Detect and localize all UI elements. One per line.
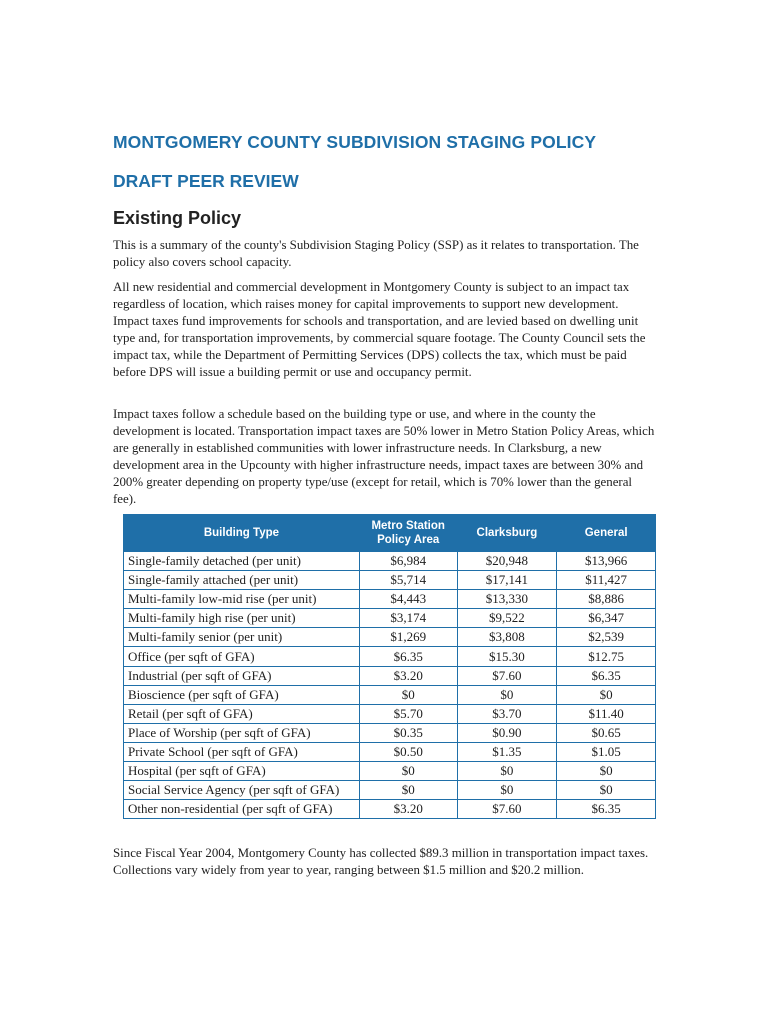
cell-metro-station: $3.20 xyxy=(359,666,457,685)
cell-building-type: Single-family detached (per unit) xyxy=(124,552,360,571)
table-row xyxy=(124,552,656,571)
table-row xyxy=(124,609,656,628)
cell-building-type: Industrial (per sqft of GFA) xyxy=(124,666,360,685)
cell-building-type: Multi-family low-mid rise (per unit) xyxy=(124,590,360,609)
paragraph-ssp-summary: This is a summary of the county's Subdivision Staging Policy (SSP) as it relates to transportation. The policy also covers school capacity. xyxy=(113,238,639,269)
table-row xyxy=(124,723,656,742)
document-subtitle: DRAFT PEER REVIEW xyxy=(113,171,299,191)
cell-metro-station: $0 xyxy=(359,685,457,704)
paragraph-impact-tax: All new residential and commercial development in Montgomery County is subject to an impact tax regardless of location, which raises money for capital improvements to support new development. Impact taxes fund improvements for schools and transportation, and are levied based on dwelling unit type and, for transportation improvements, by commercial square footage. The County Council sets the impact tax, while the Department of Permitting Services (DPS) collects the tax, which must be paid before DPS will issue a building permit or use and occupancy permit. xyxy=(113,280,646,379)
table-row xyxy=(124,628,656,647)
table-row xyxy=(124,590,656,609)
cell-general: $13,966 xyxy=(557,552,656,571)
cell-building-type: Retail (per sqft of GFA) xyxy=(124,704,360,723)
cell-general: $0 xyxy=(557,781,656,800)
cell-building-type: Hospital (per sqft of GFA) xyxy=(124,762,360,781)
cell-building-type: Social Service Agency (per sqft of GFA) xyxy=(124,781,360,800)
cell-general: $0.65 xyxy=(557,723,656,742)
cell-building-type: Office (per sqft of GFA) xyxy=(124,647,360,666)
table-row xyxy=(124,666,656,685)
cell-clarksburg: $7.60 xyxy=(457,800,557,819)
cell-general: $6.35 xyxy=(557,800,656,819)
cell-general: $6,347 xyxy=(557,609,656,628)
cell-metro-station: $0 xyxy=(359,781,457,800)
table-row xyxy=(124,742,656,761)
impact-tax-table xyxy=(123,514,656,819)
header-building-type: Building Type xyxy=(124,515,360,552)
table-header-row xyxy=(124,515,656,552)
cell-metro-station: $0.50 xyxy=(359,742,457,761)
cell-general: $0 xyxy=(557,685,656,704)
cell-metro-station: $6.35 xyxy=(359,647,457,666)
paragraph-collections: Since Fiscal Year 2004, Montgomery County has collected $89.3 million in transportation impact taxes. Collections vary widely from year to year, ranging between $1.5 million and $20.2 million. xyxy=(113,846,649,877)
cell-metro-station: $4,443 xyxy=(359,590,457,609)
cell-general: $1.05 xyxy=(557,742,656,761)
table-row xyxy=(124,762,656,781)
table-row xyxy=(124,685,656,704)
cell-metro-station: $5,714 xyxy=(359,571,457,590)
cell-clarksburg: $3,808 xyxy=(457,628,557,647)
cell-clarksburg: $0 xyxy=(457,762,557,781)
cell-metro-station: $1,269 xyxy=(359,628,457,647)
cell-clarksburg: $17,141 xyxy=(457,571,557,590)
cell-clarksburg: $0 xyxy=(457,781,557,800)
cell-clarksburg: $20,948 xyxy=(457,552,557,571)
cell-metro-station: $0 xyxy=(359,762,457,781)
cell-clarksburg: $3.70 xyxy=(457,704,557,723)
header-clarksburg: Clarksburg xyxy=(457,515,557,552)
cell-metro-station: $5.70 xyxy=(359,704,457,723)
cell-general: $11.40 xyxy=(557,704,656,723)
cell-metro-station: $6,984 xyxy=(359,552,457,571)
cell-metro-station: $3,174 xyxy=(359,609,457,628)
cell-general: $6.35 xyxy=(557,666,656,685)
cell-clarksburg: $15.30 xyxy=(457,647,557,666)
table-row xyxy=(124,647,656,666)
header-metro-station: Metro Station Policy Area xyxy=(359,515,457,552)
cell-building-type: Bioscience (per sqft of GFA) xyxy=(124,685,360,704)
cell-metro-station: $0.35 xyxy=(359,723,457,742)
cell-building-type: Multi-family high rise (per unit) xyxy=(124,609,360,628)
impact-tax-table-container xyxy=(123,514,668,819)
cell-building-type: Single-family attached (per unit) xyxy=(124,571,360,590)
cell-clarksburg: $1.35 xyxy=(457,742,557,761)
cell-general: $0 xyxy=(557,762,656,781)
table-body xyxy=(124,552,656,819)
cell-building-type: Multi-family senior (per unit) xyxy=(124,628,360,647)
table-row xyxy=(124,781,656,800)
table-row xyxy=(124,704,656,723)
cell-clarksburg: $9,522 xyxy=(457,609,557,628)
cell-general: $2,539 xyxy=(557,628,656,647)
cell-clarksburg: $0.90 xyxy=(457,723,557,742)
cell-metro-station: $3.20 xyxy=(359,800,457,819)
cell-clarksburg: $0 xyxy=(457,685,557,704)
cell-building-type: Private School (per sqft of GFA) xyxy=(124,742,360,761)
cell-general: $12.75 xyxy=(557,647,656,666)
header-general: General xyxy=(557,515,656,552)
cell-general: $8,886 xyxy=(557,590,656,609)
section-heading: Existing Policy xyxy=(113,208,242,228)
table-row xyxy=(124,571,656,590)
cell-building-type: Other non-residential (per sqft of GFA) xyxy=(124,800,360,819)
cell-clarksburg: $7.60 xyxy=(457,666,557,685)
cell-clarksburg: $13,330 xyxy=(457,590,557,609)
document-title: MONTGOMERY COUNTY SUBDIVISION STAGING POLICY xyxy=(113,132,597,152)
paragraph-tax-schedule: Impact taxes follow a schedule based on the building type or use, and where in the county the development is located. Transportation impact taxes are 50% lower in Metro Station Policy Areas, which are generally in established communities with lower infrastructure needs. In Clarksburg, a new development area in the Upcounty with higher infrastructure needs, impact taxes are between 30% and 200% greater depending on property type/use (except for retail, which is 70% lower than the general fee). xyxy=(113,407,655,506)
cell-general: $11,427 xyxy=(557,571,656,590)
table-row xyxy=(124,800,656,819)
cell-building-type: Place of Worship (per sqft of GFA) xyxy=(124,723,360,742)
